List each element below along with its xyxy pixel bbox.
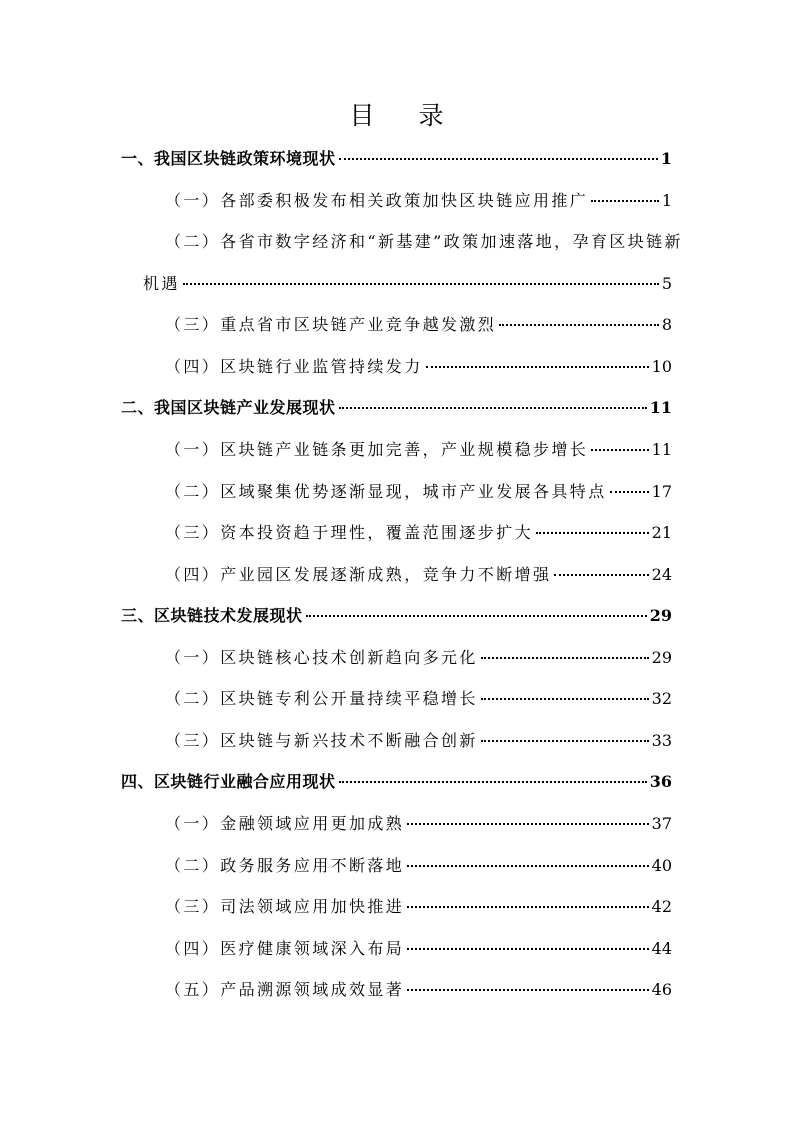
toc-entry-chapter-1[interactable] xyxy=(121,148,672,170)
toc-page-number: 40 xyxy=(651,856,672,875)
toc-page-number: 32 xyxy=(651,689,672,708)
toc-page-number: 24 xyxy=(651,565,672,584)
toc-entry-label: （一）金融领域应用更加成熟 xyxy=(165,814,405,833)
toc-entry-4-1[interactable] xyxy=(165,813,672,835)
toc-page-number: 1 xyxy=(661,191,672,210)
toc-entry-4-3[interactable] xyxy=(165,896,672,918)
toc-page-number: 37 xyxy=(651,814,672,833)
toc-dot-leader xyxy=(481,656,649,659)
toc-entry-label: 二、我国区块链产业发展现状 xyxy=(121,398,336,417)
toc-dot-leader xyxy=(481,739,649,742)
toc-entry-label: （二）区块链专利公开量持续平稳增长 xyxy=(165,689,478,708)
toc-page-number: 36 xyxy=(649,772,672,791)
toc-dot-leader xyxy=(407,905,648,908)
toc-dot-leader xyxy=(536,531,649,534)
toc-dot-leader xyxy=(306,614,647,617)
toc-dot-leader xyxy=(407,864,648,867)
toc-dot-leader xyxy=(554,573,648,576)
toc-page-number: 29 xyxy=(651,648,672,667)
toc-page-number: 33 xyxy=(651,731,672,750)
toc-entry-1-2-line1[interactable]: （二）各省市数字经济和“新基建”政策加速落地，孕育区块链新 xyxy=(165,232,683,251)
toc-entry-label: （三）资本投资趋于理性，覆盖范围逐步扩大 xyxy=(165,523,534,542)
toc-page-number: 17 xyxy=(651,482,672,501)
toc-entry-label: （一）区块链产业链条更加完善，产业规模稳步增长 xyxy=(165,440,589,459)
toc-dot-leader xyxy=(183,282,659,285)
toc-page-number: 11 xyxy=(651,440,672,459)
toc-page-number: 11 xyxy=(649,398,672,417)
toc-entry-1-4[interactable] xyxy=(165,356,672,378)
toc-entry-2-1[interactable] xyxy=(165,439,672,461)
toc-dot-leader xyxy=(481,697,649,700)
toc-dot-leader xyxy=(339,780,647,783)
toc-dot-leader xyxy=(610,490,649,493)
toc-entry-4-4[interactable] xyxy=(165,938,672,960)
toc-page-number: 10 xyxy=(651,357,672,376)
toc-page-number: 29 xyxy=(649,606,672,625)
toc-dot-leader xyxy=(407,988,648,991)
toc-entry-label: （二）区域聚集优势逐渐显现，城市产业发展各具特点 xyxy=(165,482,607,501)
toc-dot-leader xyxy=(591,199,659,202)
toc-entry-label: 三、区块链技术发展现状 xyxy=(121,606,303,625)
toc-entry-label: （三）司法领域应用加快推进 xyxy=(165,897,405,916)
toc-entry-chapter-2[interactable] xyxy=(121,397,672,419)
toc-entry-label: （四）医疗健康领域深入布局 xyxy=(165,939,405,958)
toc-page-number: 42 xyxy=(651,897,672,916)
toc-entry-2-4[interactable] xyxy=(165,564,672,586)
toc-entry-3-3[interactable] xyxy=(165,730,672,752)
toc-entry-1-1[interactable] xyxy=(165,190,672,212)
toc-entry-label-continued: 机遇 xyxy=(143,274,180,293)
toc-entry-2-3[interactable] xyxy=(165,522,672,544)
toc-dot-leader xyxy=(499,323,659,326)
toc-entry-label: （五）产品溯源领域成效显著 xyxy=(165,980,405,999)
toc-entry-label: （二）政务服务应用不断落地 xyxy=(165,856,405,875)
toc-page-number: 5 xyxy=(661,274,672,293)
toc-entry-4-2[interactable] xyxy=(165,855,672,877)
toc-entry-label: （四）区块链行业监管持续发力 xyxy=(165,357,423,376)
toc-entry-label: （一）区块链核心技术创新趋向多元化 xyxy=(165,648,478,667)
toc-dot-leader xyxy=(339,406,647,409)
toc-dot-leader xyxy=(339,157,658,160)
toc-entry-chapter-3[interactable] xyxy=(121,605,672,627)
toc-entry-label: （一）各部委积极发布相关政策加快区块链应用推广 xyxy=(165,191,589,210)
toc-page-number: 44 xyxy=(651,939,672,958)
toc-entry-3-2[interactable] xyxy=(165,688,672,710)
toc-entry-label: （三）区块链与新兴技术不断融合创新 xyxy=(165,731,478,750)
toc-dot-leader xyxy=(407,947,648,950)
toc-entry-1-3[interactable] xyxy=(165,314,672,336)
toc-entry-chapter-4[interactable] xyxy=(121,771,672,793)
toc-dot-leader xyxy=(591,448,648,451)
toc-entry-2-2[interactable] xyxy=(165,481,672,503)
toc-page-number: 46 xyxy=(651,980,672,999)
toc-dot-leader xyxy=(407,822,648,825)
toc-page-number: 8 xyxy=(661,315,672,334)
page-title: 目 录 xyxy=(349,101,462,130)
toc-page-number: 1 xyxy=(660,149,672,168)
toc-entry-1-2[interactable] xyxy=(143,273,672,295)
toc-dot-leader xyxy=(426,365,649,368)
toc-entry-label: （三）重点省市区块链产业竞争越发激烈 xyxy=(165,315,497,334)
toc-entry-label: 四、区块链行业融合应用现状 xyxy=(121,772,336,791)
toc-page-number: 21 xyxy=(651,523,672,542)
toc-entry-label: 一、我国区块链政策环境现状 xyxy=(121,149,336,168)
toc-entry-label: （四）产业园区发展逐渐成熟，竞争力不断增强 xyxy=(165,565,552,584)
toc-entry-3-1[interactable] xyxy=(165,647,672,669)
toc-entry-4-5[interactable] xyxy=(165,979,672,1001)
